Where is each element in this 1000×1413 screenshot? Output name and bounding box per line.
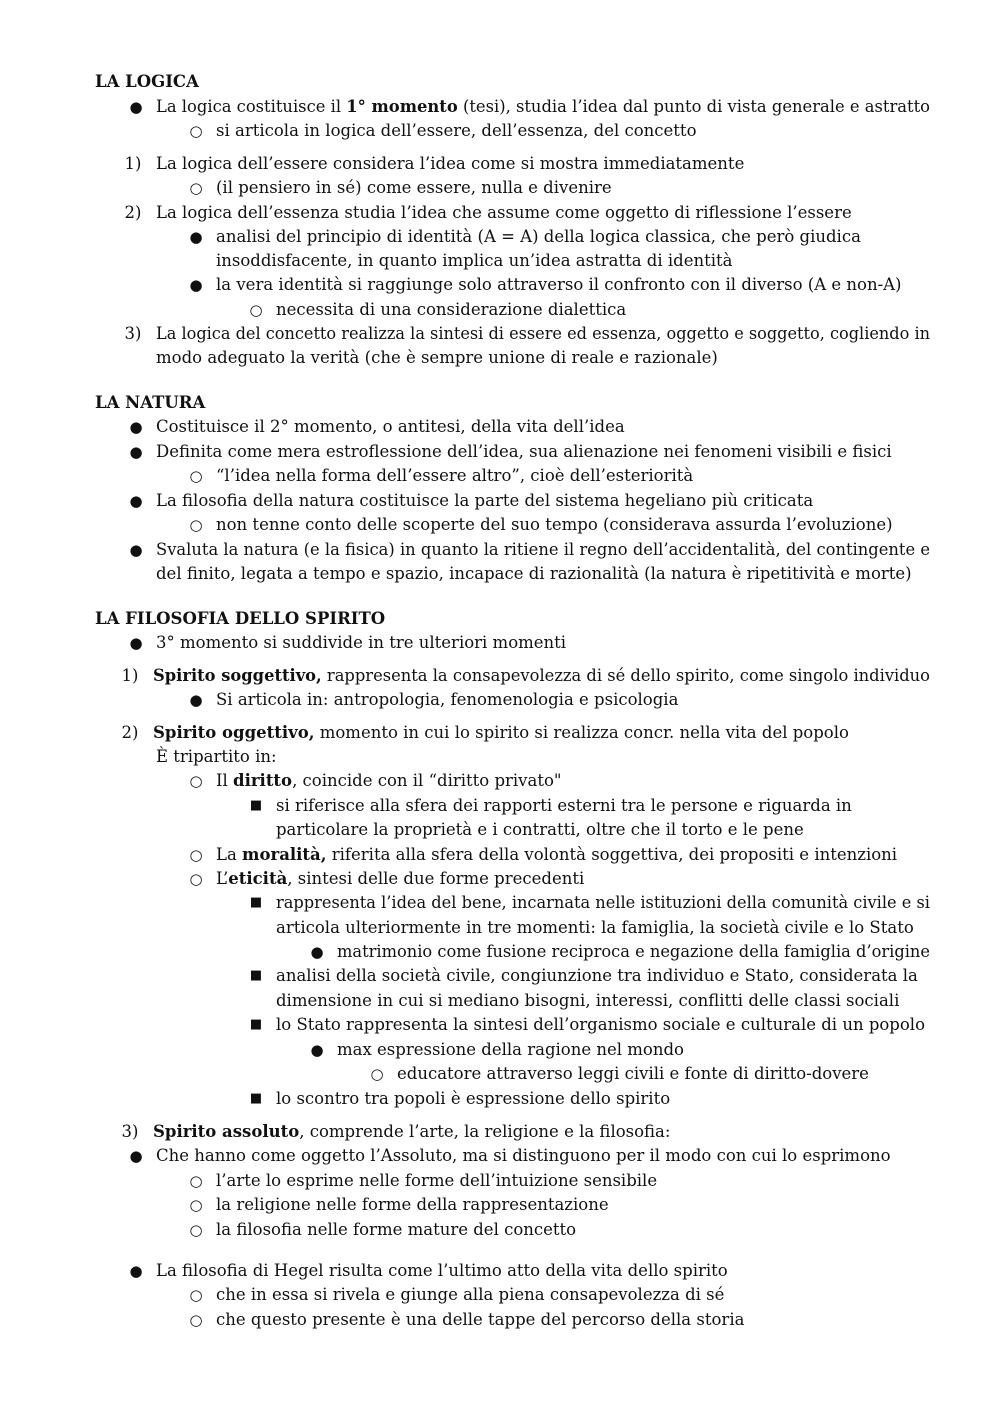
text-segment: , comprende l’arte, la religione e la filosofia: [299,1122,671,1141]
line-text [156,415,625,439]
square-bullet-marker: ■ [249,895,263,910]
text-segment: l’arte lo esprime nelle forme dell’intuizione sensibile [216,1171,658,1190]
bold-text: diritto [233,771,293,790]
line-text [216,1283,724,1307]
bullet-marker: ● [129,1147,143,1165]
line-text [216,1218,576,1242]
text-segment: necessita di una considerazione dialettica [276,300,627,319]
bullet-marker: ● [129,1262,143,1280]
text-segment: La logica costituisce il [156,97,347,116]
bold-text: 1° momento [346,97,458,116]
text-line [276,818,804,842]
line-text [216,249,733,273]
line-text [276,989,899,1013]
text-segment: È tripartito in: [156,747,277,766]
text-segment: , coincide con il “diritto privato" [292,771,562,790]
text-segment: Definita come mera estroflessione dell’idea, sua alienazione nei fenomeni visibili e fisici [156,442,892,461]
line-text [156,1144,891,1168]
text-line [276,916,914,940]
text-segment: LA NATURA [95,393,206,412]
text-segment: 3° momento si suddivide in tre ulteriori momenti [156,633,567,652]
text-line [124,152,745,176]
circle-bullet-marker: ○ [189,1311,203,1329]
line-text [156,745,277,769]
line-text [156,152,744,176]
line-text [276,818,804,842]
line-text [276,1087,670,1111]
text-segment: si articola in logica dell’essere, dell’essenza, del concetto [216,121,697,140]
text-segment: LA LOGICA [95,72,199,91]
line-text [337,1038,684,1062]
line-text [216,225,861,249]
line-text [95,70,199,94]
text-line [156,562,912,586]
text-segment: Che hanno come oggetto l’Assoluto, ma si distinguono per il modo con cui lo esprimono [156,1146,891,1165]
text-segment: la vera identità si raggiunge solo attraverso il confronto con il diverso (A e non-A) [216,275,902,294]
line-text [216,843,897,867]
line-text [216,1169,657,1193]
text-line [189,688,679,712]
text-segment: non tenne conto delle scoperte del suo tempo (considerava assurda l’evoluzione) [216,515,893,534]
text-segment: la filosofia nelle forme mature del concetto [216,1220,577,1239]
line-text [276,891,930,915]
text-line [310,940,939,964]
line-text [156,489,813,513]
text-line [129,415,625,439]
square-bullet-marker: ■ [249,968,263,983]
bullet-marker: ● [129,98,143,116]
text-segment: (il pensiero in sé) come essere, nulla e divenire [216,178,612,197]
text-line [276,989,899,1013]
text-segment: Il [216,771,234,790]
section-heading [95,607,385,631]
text-line [189,513,893,537]
line-text [276,964,918,988]
bold-text: Spirito soggettivo, [153,666,322,685]
number-marker: 1) [124,154,142,173]
bullet-marker: ● [129,443,143,461]
text-line [189,1218,577,1242]
text-line [189,1169,658,1193]
text-line [124,322,948,346]
text-line [370,1062,869,1086]
text-line [189,1308,745,1332]
text-segment: insoddisfacente, in quanto implica un’idea astratta di identità [216,251,733,270]
bullet-marker: ● [129,634,143,652]
number-marker: 2) [124,203,142,222]
text-line [189,225,861,249]
line-text [95,607,385,631]
text-segment: lo scontro tra popoli è espressione dello spirito [276,1089,671,1108]
text-line [189,176,612,200]
circle-bullet-marker: ○ [189,467,203,485]
circle-bullet-marker: ○ [189,846,203,864]
text-line [249,794,852,818]
circle-bullet-marker: ○ [189,122,203,140]
bullet-marker: ● [189,276,203,294]
text-line [124,201,852,225]
text-segment: La [216,845,243,864]
text-segment: (tesi), studia l’idea dal punto di vista generale e astratto [457,97,930,116]
text-line [189,273,902,297]
circle-bullet-marker: ○ [189,1221,203,1239]
text-line [129,489,814,513]
text-segment: del finito, legata a tempo e spazio, incapace di razionalità (la natura è ripetitività e morte) [156,564,912,583]
text-line [189,119,697,143]
text-segment: educatore attraverso leggi civili e fonte di diritto-dovere [397,1064,869,1083]
line-text [156,346,718,370]
bullet-marker: ● [310,1041,324,1059]
line-text [156,538,930,562]
bold-text: Spirito oggettivo, [153,723,315,742]
text-segment: rappresenta l’idea del bene, incarnata nelle istituzioni della comunità civile e si [276,893,930,912]
line-text [156,631,566,655]
line-text [216,867,584,891]
text-segment: dimensione in cui si mediano bisogni, interessi, conflitti delle classi sociali [276,991,900,1010]
text-line [129,440,892,464]
circle-bullet-marker: ○ [189,1196,203,1214]
circle-bullet-marker: ○ [370,1065,384,1083]
circle-bullet-marker: ○ [189,1172,203,1190]
number-marker: 2) [121,723,139,742]
text-segment: “l’idea nella forma dell’essere altro”, cioè dell’esteriorità [216,466,694,485]
line-text [216,119,697,143]
text-segment: particolare la proprietà e i contratti, oltre che il torto e le pene [276,820,804,839]
text-segment: che questo presente è una delle tappe del percorso della storia [216,1310,745,1329]
text-segment: modo adeguato la verità (che è sempre unione di reale e razionale) [156,348,718,367]
circle-bullet-marker: ○ [189,179,203,197]
circle-bullet-marker: ○ [189,516,203,534]
text-segment: la religione nelle forme della rappresentazione [216,1195,609,1214]
section-heading [95,70,199,94]
circle-bullet-marker: ○ [189,772,203,790]
line-text [216,1193,609,1217]
text-segment: analisi della società civile, congiunzione tra individuo e Stato, considerata la [276,966,918,985]
text-segment: La filosofia di Hegel risulta come l’ultimo atto della vita dello spirito [156,1261,728,1280]
circle-bullet-marker: ○ [189,1286,203,1304]
text-segment: LA FILOSOFIA DELLO SPIRITO [95,609,386,628]
text-segment: che in essa si rivela e giunge alla piena consapevolezza di sé [216,1285,725,1304]
text-segment: articola ulteriormente in tre momenti: la famiglia, la società civile e lo Stato [276,918,914,937]
text-line [121,1120,671,1144]
text-line [156,745,277,769]
text-segment: matrimonio come fusione reciproca e negazione della famiglia d’origine [337,942,930,961]
line-text [153,664,930,688]
line-text [276,916,914,940]
text-line [189,464,694,488]
bullet-marker: ● [129,418,143,436]
text-line [129,631,567,655]
section-heading [95,391,205,415]
number-marker: 1) [121,666,139,685]
text-line [189,843,898,867]
text-line [129,95,937,119]
text-segment: L’ [216,869,229,888]
text-line [129,538,938,562]
line-text [95,391,205,415]
line-text [156,1259,728,1283]
line-text [156,440,892,464]
line-text [216,176,612,200]
text-segment: Svaluta la natura (e la fisica) in quanto la ritiene il regno dell’accidentalità, del contingente e [156,540,930,559]
text-line [249,1087,671,1111]
square-bullet-marker: ■ [249,1017,263,1032]
text-line [249,298,627,322]
bold-text: Spirito assoluto [153,1122,300,1141]
text-segment: rappresenta la consapevolezza di sé dello spirito, come singolo individuo [321,666,930,685]
text-segment: momento in cui lo spirito si realizza concr. nella vita del popolo [314,723,849,742]
text-segment: Si articola in: antropologia, fenomenologia e psicologia [216,690,679,709]
line-text [156,95,930,119]
line-text [216,464,693,488]
line-text [216,273,902,297]
bold-text: moralità, [242,845,327,864]
text-line [216,249,733,273]
text-segment: La logica del concetto realizza la sintesi di essere ed essenza, oggetto e soggetto, cogliendo in [156,324,930,343]
line-text [276,794,852,818]
square-bullet-marker: ■ [249,798,263,813]
square-bullet-marker: ■ [249,1091,263,1106]
line-text [153,721,849,745]
text-segment: si riferisce alla sfera dei rapporti esterni tra le persone e riguarda in [276,796,852,815]
line-text [397,1062,869,1086]
text-line [249,1013,926,1037]
line-text [156,562,912,586]
text-segment: Costituisce il 2° momento, o antitesi, della vita dell’idea [156,417,625,436]
text-line [129,1144,891,1168]
bullet-marker: ● [189,691,203,709]
text-line [310,1038,684,1062]
line-text [156,322,930,346]
text-line [129,1259,728,1283]
circle-bullet-marker: ○ [189,870,203,888]
line-text [216,688,678,712]
text-line [189,769,562,793]
line-text [216,1308,744,1332]
text-line [189,1193,609,1217]
bullet-marker: ● [310,943,324,961]
text-line [189,867,585,891]
bullet-marker: ● [189,228,203,246]
bullet-marker: ● [129,492,143,510]
text-line [189,1283,725,1307]
text-line [249,964,918,988]
line-text [276,298,626,322]
line-text [216,769,562,793]
text-segment: , sintesi delle due forme precedenti [287,869,585,888]
line-text [337,940,930,964]
number-marker: 3) [124,324,142,343]
bullet-marker: ● [129,541,143,559]
text-segment: max espressione della ragione nel mondo [337,1040,684,1059]
text-line [249,891,943,915]
text-segment: La logica dell’essere considera l’idea come si mostra immediatamente [156,154,745,173]
circle-bullet-marker: ○ [249,301,263,319]
text-line [121,721,849,745]
text-segment: La filosofia della natura costituisce la parte del sistema hegeliano più criticata [156,491,814,510]
text-segment: analisi del principio di identità (A = A) della logica classica, che però giudica [216,227,861,246]
text-line [156,346,718,370]
text-segment: La logica dell’essenza studia l’idea che assume come oggetto di riflessione l’essere [156,203,852,222]
line-text [276,1013,925,1037]
number-marker: 3) [121,1122,139,1141]
line-text [153,1120,670,1144]
text-segment: lo Stato rappresenta la sintesi dell’organismo sociale e culturale di un popolo [276,1015,926,1034]
text-segment: riferita alla sfera della volontà soggettiva, dei propositi e intenzioni [326,845,898,864]
bold-text: eticità [228,869,288,888]
line-text [216,513,893,537]
text-line [121,664,939,688]
line-text [156,201,852,225]
